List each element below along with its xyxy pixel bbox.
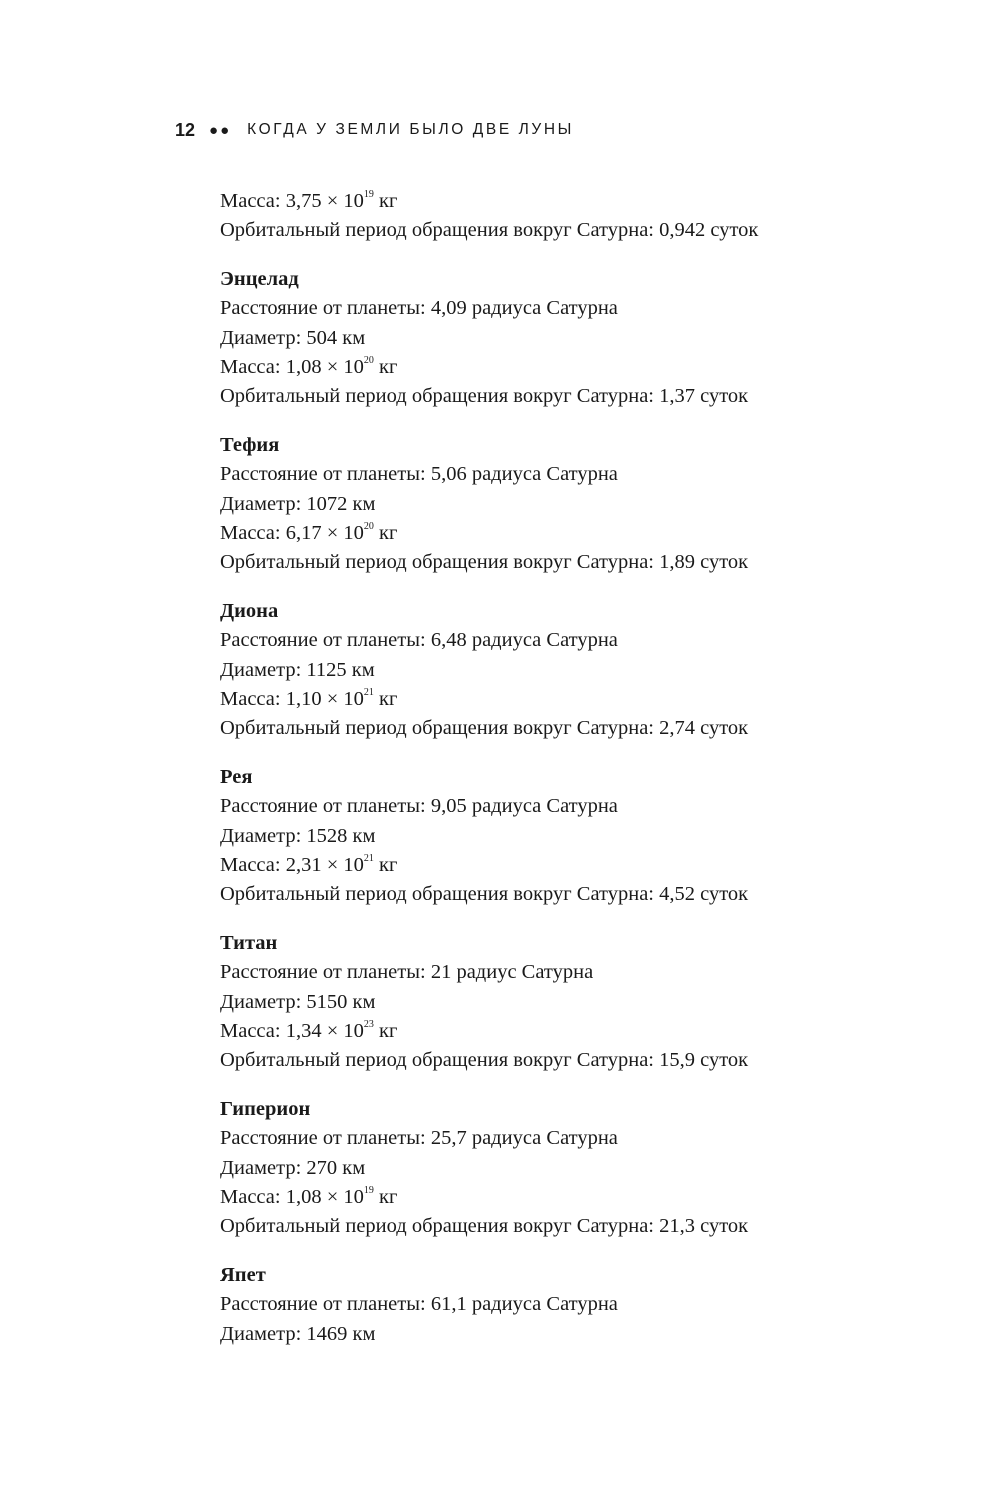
book-title: КОГДА У ЗЕМЛИ БЫЛО ДВЕ ЛУНЫ [247, 121, 574, 138]
mass-line: Масса: $1,34 \times 10^{23}$ кг [220, 1019, 398, 1042]
distance-line: Расстояние от планеты: 9,05 радиуса Сатурна [220, 795, 618, 818]
page-body [220, 187, 940, 1349]
period-line: Орбитальный период обращения вокруг Сатурна: 1,89 суток [220, 551, 749, 574]
diameter-line: Диаметр: 270 км [220, 1156, 366, 1179]
period-line: Орбитальный период обращения вокруг Сатурна: 1,37 суток [220, 385, 749, 408]
period-line: Орбитальный период обращения вокруг Сатурна: 2,74 суток [220, 717, 749, 740]
period-line: Орбитальный период обращения вокруг Сатурна: 21,3 суток [220, 1215, 749, 1238]
diameter-line: Диаметр: 1528 км [220, 824, 376, 847]
distance-line: Расстояние от планеты: 25,7 радиуса Сатурна [220, 1127, 618, 1150]
diameter-line: Диаметр: 1072 км [220, 492, 376, 515]
continuation-block [220, 187, 940, 246]
moon-enceladus [220, 265, 940, 411]
running-head [175, 116, 574, 144]
diameter-line: Диаметр: 1469 км [220, 1322, 376, 1345]
diameter-line: Диаметр: 5150 км [220, 990, 376, 1013]
mass-line: Масса: $1,10 \times 10^{21}$ кг [220, 687, 398, 710]
moon-name: Титан [220, 932, 278, 955]
moon-iapetus [220, 1261, 940, 1349]
distance-line: Расстояние от планеты: 6,48 радиуса Сатурна [220, 629, 618, 652]
moon-name: Рея [220, 766, 253, 789]
period-line: Орбитальный период обращения вокруг Сатурна: 0,942 суток [220, 219, 759, 242]
period-line: Орбитальный период обращения вокруг Сатурна: 4,52 суток [220, 883, 749, 906]
distance-line: Расстояние от планеты: 4,09 радиуса Сатурна [220, 297, 618, 320]
diameter-line: Диаметр: 504 км [220, 326, 366, 349]
moon-tethys [220, 431, 940, 577]
distance-line: Расстояние от планеты: 61,1 радиуса Сатурна [220, 1293, 618, 1316]
header-dots: ●● [209, 121, 232, 139]
period-line: Орбитальный период обращения вокруг Сатурна: 15,9 суток [220, 1049, 749, 1072]
moon-name: Диона [220, 600, 279, 623]
moon-titan [220, 929, 940, 1075]
mass-line: Масса: $3,75 \times 10^{19}$ кг [220, 189, 398, 212]
moon-name: Тефия [220, 434, 280, 457]
moon-name: Гиперион [220, 1098, 311, 1121]
mass-line: Масса: $6,17 \times 10^{20}$ кг [220, 521, 398, 544]
moon-name: Энцелад [220, 268, 299, 291]
distance-line: Расстояние от планеты: 5,06 радиуса Сатурна [220, 463, 618, 486]
moon-dione [220, 597, 940, 743]
mass-line: Масса: $1,08 \times 10^{20}$ кг [220, 355, 398, 378]
page-number: 12 [175, 119, 196, 140]
mass-line: Масса: $2,31 \times 10^{21}$ кг [220, 853, 398, 876]
diameter-line: Диаметр: 1125 км [220, 658, 375, 681]
distance-line: Расстояние от планеты: 21 радиус Сатурна [220, 961, 594, 984]
mass-line: Масса: $1,08 \times 10^{19}$ кг [220, 1185, 398, 1208]
moon-hyperion [220, 1095, 940, 1241]
moon-name: Япет [220, 1264, 266, 1286]
moon-rhea [220, 763, 940, 909]
